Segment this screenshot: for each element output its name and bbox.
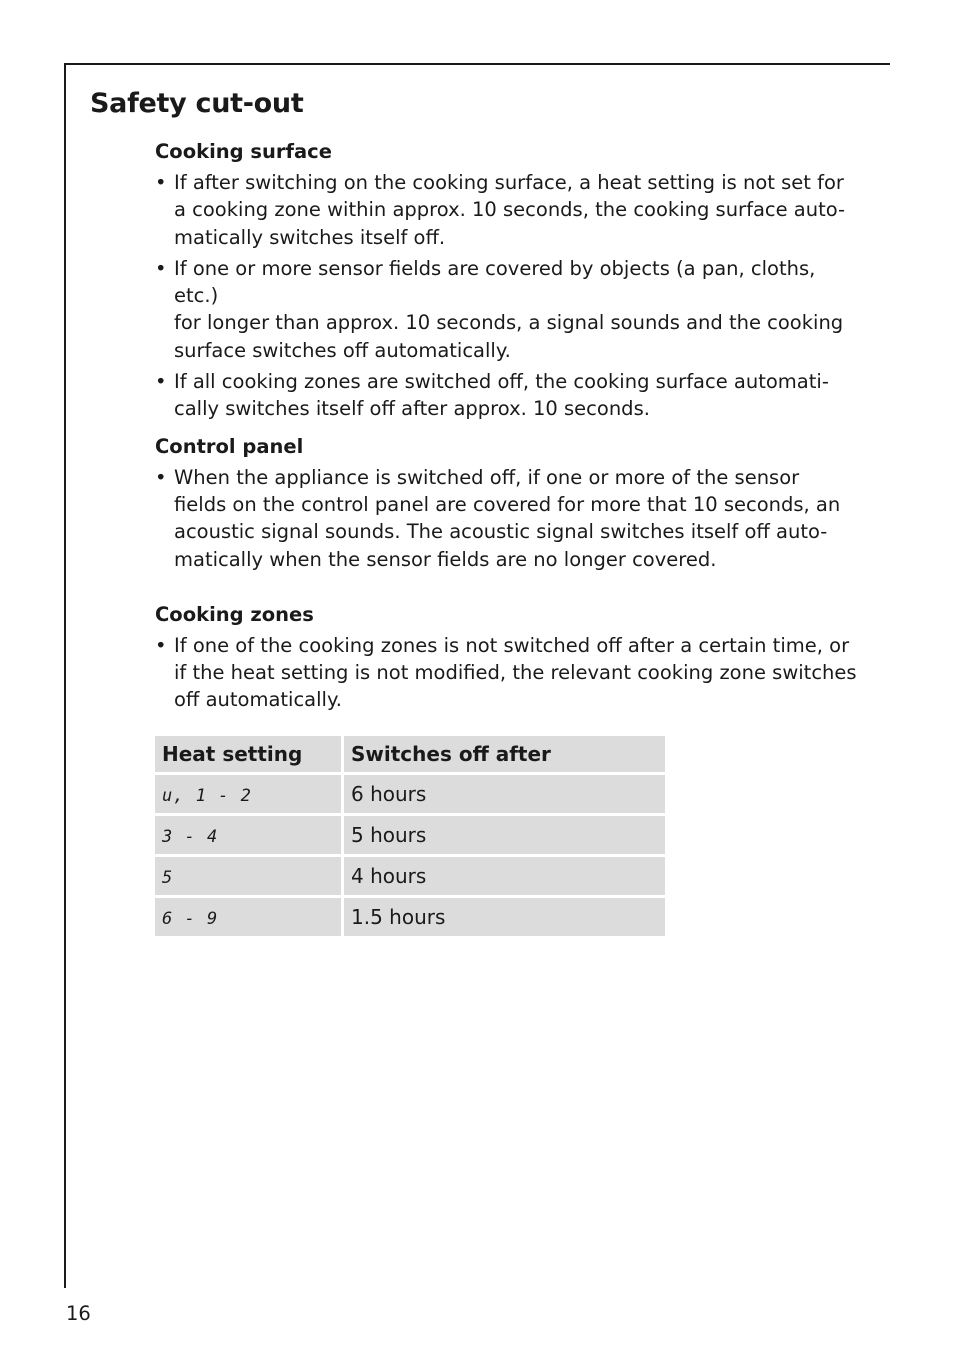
heat-setting-value: 3 - 4 bbox=[162, 827, 219, 847]
frame-left-rule bbox=[64, 63, 66, 1288]
bullet-list bbox=[155, 169, 865, 423]
heat-setting-value: 6 - 9 bbox=[162, 909, 219, 929]
switch-off-time-cell: 5 hours bbox=[344, 816, 665, 857]
section-heading: Control panel bbox=[155, 434, 304, 458]
section-heading: Cooking zones bbox=[155, 602, 314, 626]
section-control-panel bbox=[155, 433, 865, 573]
page-title: Safety cut-out bbox=[90, 88, 304, 119]
heat-setting-value: 5 bbox=[162, 868, 174, 888]
bullet-text: If one of the cooking zones is not switched off after a certain time, or if the heat setting is not modified, the relevant cooking zone switches off automatically. bbox=[174, 633, 857, 712]
table-row bbox=[155, 775, 665, 816]
page-number: 16 bbox=[66, 1302, 91, 1325]
heat-setting-cell bbox=[155, 857, 344, 898]
bullet-text: When the appliance is switched off, if one or more of the sensor fields on the control panel are covered for more that 10 seconds, an acoustic signal sounds. The acoustic signal switches itself off auto- matically when the sensor fields are no longer covered. bbox=[174, 465, 841, 571]
cutout-table bbox=[155, 736, 665, 939]
table-row bbox=[155, 857, 665, 898]
content bbox=[155, 138, 865, 718]
bullet-list bbox=[155, 464, 865, 573]
bullet-item bbox=[155, 255, 865, 364]
bullet-icon: • bbox=[155, 633, 167, 657]
heat-setting-cell bbox=[155, 775, 344, 816]
frame-top-rule bbox=[64, 63, 890, 65]
bullet-text: If all cooking zones are switched off, the cooking surface automati- cally switches itself off after approx. 10 seconds. bbox=[174, 370, 829, 421]
bullet-item bbox=[155, 632, 865, 714]
bullet-icon: • bbox=[155, 465, 167, 489]
switch-off-time-cell: 4 hours bbox=[344, 857, 665, 898]
bullet-icon: • bbox=[155, 370, 167, 394]
bullet-icon: • bbox=[155, 256, 167, 280]
heat-setting-cell bbox=[155, 816, 344, 857]
section-heading: Cooking surface bbox=[155, 140, 332, 163]
bullet-text: If one or more sensor fields are covered by objects (a pan, cloths, etc.) for longer than approx. 10 seconds, a signal sounds and the cooking surface switches off automatically. bbox=[174, 256, 844, 362]
table-row bbox=[155, 816, 665, 857]
column-header: Heat setting bbox=[155, 736, 344, 775]
bullet-item bbox=[155, 169, 865, 251]
table-header-row bbox=[155, 736, 665, 775]
switch-off-time-cell: 1.5 hours bbox=[344, 898, 665, 939]
bullet-list bbox=[155, 632, 865, 714]
column-header: Switches off after bbox=[344, 736, 665, 775]
bullet-item bbox=[155, 464, 865, 573]
bullet-icon: • bbox=[155, 171, 167, 194]
heat-setting-value: u, 1 - 2 bbox=[162, 786, 252, 806]
table-row bbox=[155, 898, 665, 939]
bullet-text: If after switching on the cooking surface, a heat setting is not set for a cooking zone within approx. 10 seconds, the cooking surface auto- matically switches itself off. bbox=[174, 171, 846, 249]
section-cooking-zones bbox=[155, 601, 865, 714]
section-cooking-surface bbox=[155, 138, 865, 423]
switch-off-time-cell: 6 hours bbox=[344, 775, 665, 816]
bullet-item bbox=[155, 368, 865, 423]
heat-setting-cell bbox=[155, 898, 344, 939]
